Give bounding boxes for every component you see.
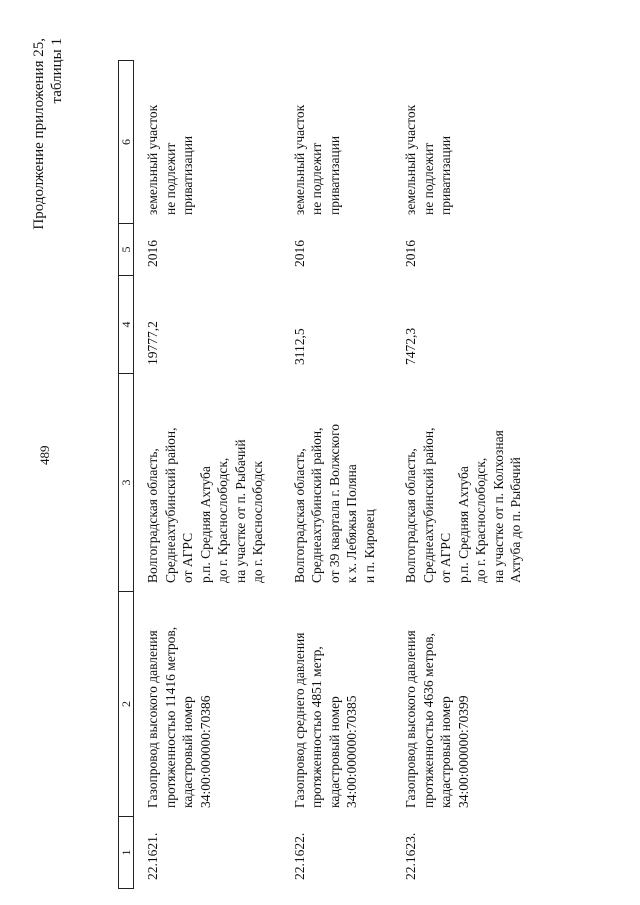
location-line: р.п. Средняя Ахтуба	[455, 466, 471, 583]
object-name-cell	[281, 592, 393, 817]
area-cell	[134, 276, 281, 374]
object-name-line: 34:00:000000:70399	[455, 695, 471, 808]
location-line: Волгоградская область,	[291, 448, 307, 583]
note-line: не подлежит	[420, 142, 436, 215]
item-number-cell	[281, 817, 393, 889]
column-number-header	[119, 61, 134, 889]
table-row	[392, 61, 539, 889]
note-line: приватизации	[438, 135, 453, 215]
header-col-2: 2	[119, 592, 134, 817]
table-row	[281, 61, 393, 889]
header-col-5: 5	[119, 224, 134, 276]
location-line: к х. Лебяжья Поляна	[344, 464, 359, 583]
object-name-line: протяженностью 11416 метров,	[162, 626, 178, 808]
area-cell-text: 7472,3	[403, 327, 418, 365]
object-name-line: протяженностью 4851 метр,	[309, 646, 324, 808]
object-name-line: протяженностью 4636 метров,	[420, 633, 436, 808]
location-line: Волгоградская область,	[403, 448, 418, 583]
continuation-heading	[30, 38, 66, 230]
object-name-line: кадастровый номер	[326, 696, 342, 808]
location-line: Среднеахтубинский район,	[162, 427, 178, 583]
object-name-line: Газопровод высокого давления	[403, 630, 418, 808]
header-col-6: 6	[119, 61, 134, 224]
object-name-cell	[392, 592, 539, 817]
continuation-line-2: таблицы 1	[49, 38, 65, 104]
location-cell	[134, 374, 281, 592]
continuation-line-1: Продолжение приложения 25,	[31, 38, 47, 230]
area-cell	[392, 276, 539, 374]
location-line: на участке от п. Колхозная	[490, 430, 506, 583]
area-cell-text: 19777,2	[145, 321, 160, 365]
location-line: до г. Краснослободск,	[215, 457, 230, 583]
location-line: от 39 квартала г. Волжского	[326, 423, 342, 583]
note-line: земельный участок	[145, 104, 160, 215]
header-col-1: 1	[119, 817, 134, 889]
location-line: на участке от п. Рыбачий	[232, 439, 248, 583]
item-number-cell	[392, 817, 539, 889]
location-line: Среднеахтубинский район,	[420, 427, 436, 583]
item-number-cell	[134, 817, 281, 889]
note-line: не подлежит	[162, 142, 178, 215]
year-cell-text: 2016	[145, 240, 160, 267]
item-number-cell-text: 22.1622.	[291, 832, 307, 880]
object-name-line: кадастровый номер	[180, 696, 195, 808]
location-cell	[392, 374, 539, 592]
page-number: 489	[37, 445, 52, 465]
object-name-line: 34:00:000000:70386	[197, 695, 213, 808]
note-cell	[134, 61, 281, 224]
note-line: приватизации	[180, 135, 195, 215]
location-line: до г. Краснослободск	[250, 461, 265, 583]
table-row	[134, 61, 281, 889]
location-line: Ахтуба до п. Рыбачий	[508, 457, 523, 583]
note-line: приватизации	[326, 135, 342, 215]
object-name-line: Газопровод высокого давления	[145, 630, 160, 808]
year-cell-text: 2016	[291, 240, 307, 267]
location-cell	[281, 374, 393, 592]
item-number-cell-text: 22.1621.	[145, 832, 160, 880]
property-table	[118, 60, 539, 889]
header-col-3: 3	[119, 374, 134, 592]
header-col-4: 4	[119, 276, 134, 374]
location-line: от АГРС	[438, 532, 453, 583]
note-line: земельный участок	[291, 104, 307, 215]
location-line: от АГРС	[180, 532, 195, 583]
note-line: земельный участок	[403, 104, 418, 215]
location-line: Среднеахтубинский район,	[309, 427, 324, 583]
location-line: до г. Краснослободск,	[473, 457, 488, 583]
object-name-cell	[134, 592, 281, 817]
object-name-line: 34:00:000000:70385	[344, 695, 359, 808]
area-cell-text: 3112,5	[291, 328, 307, 365]
year-cell	[281, 224, 393, 276]
note-line: не подлежит	[309, 142, 324, 215]
year-cell	[392, 224, 539, 276]
note-cell	[392, 61, 539, 224]
object-name-line: кадастровый номер	[438, 696, 453, 808]
note-cell	[281, 61, 393, 224]
year-cell	[134, 224, 281, 276]
area-cell	[281, 276, 393, 374]
object-name-line: Газопровод среднего давления	[291, 632, 307, 808]
item-number-cell-text: 22.1623.	[403, 832, 418, 880]
location-line: р.п. Средняя Ахтуба	[197, 466, 213, 583]
year-cell-text: 2016	[403, 240, 418, 267]
location-line: и п. Кировец	[361, 509, 377, 583]
location-line: Волгоградская область,	[145, 448, 160, 583]
